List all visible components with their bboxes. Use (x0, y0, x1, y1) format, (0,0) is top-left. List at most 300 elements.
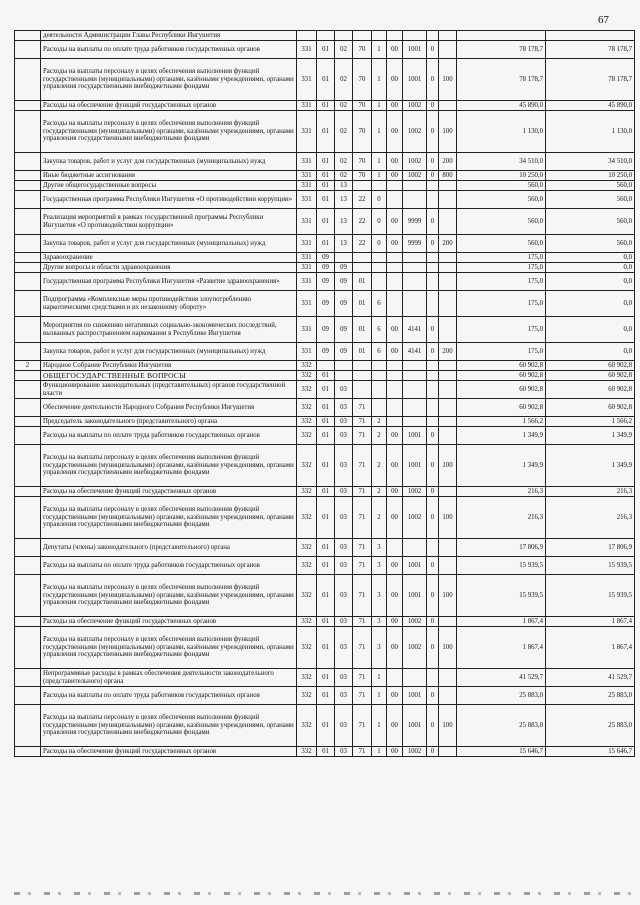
table-row (15, 191, 635, 209)
extra-code-cell: 0 (427, 59, 439, 101)
table-row (15, 617, 635, 627)
row-number-cell (15, 705, 41, 747)
item-name-cell: Народное Собрание Республики Ингушетия (41, 361, 297, 371)
amount-planned-cell: 1 349,9 (457, 427, 546, 445)
activity-code-cell (387, 191, 403, 209)
row-number-cell (15, 627, 41, 669)
section-code-cell: 09 (317, 291, 335, 317)
expense-type-code-cell (439, 381, 457, 399)
amount-planned-cell: 17 806,9 (457, 539, 546, 557)
extra-code-cell: 0 (427, 153, 439, 171)
program-code-cell: 22 (353, 209, 372, 235)
direction-code-cell (403, 263, 427, 273)
row-number-cell (15, 617, 41, 627)
program-code-cell: 70 (353, 41, 372, 59)
amount-approved-cell: 216,3 (546, 497, 635, 539)
program-code-cell: 70 (353, 59, 372, 101)
activity-code-cell: 00 (387, 111, 403, 153)
ministry-code-cell: 332 (297, 539, 317, 557)
row-number-cell (15, 273, 41, 291)
section-code-cell: 09 (317, 263, 335, 273)
subprogram-code-cell: 6 (372, 317, 387, 343)
subprogram-code-cell: 1 (372, 153, 387, 171)
direction-code-cell (403, 191, 427, 209)
expense-type-code-cell (439, 417, 457, 427)
expense-type-code-cell: 100 (439, 497, 457, 539)
activity-code-cell: 00 (387, 575, 403, 617)
subsection-code-cell: 02 (335, 171, 353, 181)
ministry-code-cell: 332 (297, 487, 317, 497)
amount-approved-cell: 216,3 (546, 487, 635, 497)
amount-approved-cell: 34 510,0 (546, 153, 635, 171)
section-code-cell: 01 (317, 171, 335, 181)
expense-type-code-cell (439, 669, 457, 687)
ministry-code-cell: 332 (297, 417, 317, 427)
program-code-cell: 22 (353, 191, 372, 209)
section-code-cell: 01 (317, 617, 335, 627)
program-code-cell: 71 (353, 445, 372, 487)
section-code-cell (317, 361, 335, 371)
amount-approved-cell: 1 867,4 (546, 627, 635, 669)
table-row (15, 263, 635, 273)
amount-approved-cell: 41 529,7 (546, 669, 635, 687)
section-code-cell: 01 (317, 209, 335, 235)
direction-code-cell (403, 181, 427, 191)
amount-approved-cell: 1 349,9 (546, 445, 635, 487)
row-number-cell (15, 371, 41, 381)
amount-approved-cell: 45 890,0 (546, 101, 635, 111)
row-number-cell (15, 191, 41, 209)
extra-code-cell: 0 (427, 747, 439, 757)
section-code-cell: 09 (317, 343, 335, 361)
table-row (15, 209, 635, 235)
row-number-cell (15, 497, 41, 539)
direction-code-cell (403, 361, 427, 371)
table-row (15, 181, 635, 191)
row-number-cell (15, 101, 41, 111)
program-code-cell (353, 361, 372, 371)
direction-code-cell (403, 381, 427, 399)
section-code-cell: 09 (317, 273, 335, 291)
amount-planned-cell: 60 902,8 (457, 381, 546, 399)
item-name-cell: Иные бюджетные ассигнования (41, 171, 297, 181)
ministry-code-cell: 332 (297, 617, 317, 627)
activity-code-cell: 00 (387, 705, 403, 747)
amount-planned-cell: 560,0 (457, 191, 546, 209)
expense-type-code-cell (439, 317, 457, 343)
subprogram-code-cell: 1 (372, 669, 387, 687)
subprogram-code-cell: 0 (372, 235, 387, 253)
expense-type-code-cell: 100 (439, 111, 457, 153)
activity-code-cell (387, 253, 403, 263)
table-row (15, 59, 635, 101)
table-row (15, 381, 635, 399)
item-name-cell: Депутаты (члены) законодательного (представительного) органа (41, 539, 297, 557)
extra-code-cell: 0 (427, 687, 439, 705)
program-code-cell: 01 (353, 291, 372, 317)
row-number-cell (15, 263, 41, 273)
item-name-cell: Расходы на выплаты по оплате труда работников государственных органов (41, 557, 297, 575)
subprogram-code-cell: 1 (372, 171, 387, 181)
ministry-code-cell: 331 (297, 273, 317, 291)
item-name-cell: Обеспечение деятельности Народного Собрания Республики Ингушетия (41, 399, 297, 417)
table-row (15, 669, 635, 687)
section-code-cell: 01 (317, 235, 335, 253)
subprogram-code-cell: 3 (372, 617, 387, 627)
section-code-cell: 01 (317, 687, 335, 705)
subprogram-code-cell (372, 361, 387, 371)
subsection-code-cell: 03 (335, 399, 353, 417)
section-code-cell: 01 (317, 181, 335, 191)
subsection-code-cell: 03 (335, 747, 353, 757)
item-name-cell: Закупка товаров, работ и услуг для государственных (муниципальных) нужд (41, 153, 297, 171)
amount-planned-cell: 25 883,0 (457, 687, 546, 705)
amount-planned-cell: 45 890,0 (457, 101, 546, 111)
ministry-code-cell: 331 (297, 291, 317, 317)
subsection-code-cell (335, 31, 353, 41)
subprogram-code-cell: 1 (372, 59, 387, 101)
direction-code-cell: 9999 (403, 209, 427, 235)
direction-code-cell: 1002 (403, 111, 427, 153)
item-name-cell: Другие общегосударственные вопросы (41, 181, 297, 191)
subprogram-code-cell: 1 (372, 747, 387, 757)
extra-code-cell (427, 253, 439, 263)
section-code-cell: 01 (317, 747, 335, 757)
extra-code-cell (427, 399, 439, 417)
subsection-code-cell: 09 (335, 273, 353, 291)
subsection-code-cell: 03 (335, 487, 353, 497)
subsection-code-cell: 13 (335, 235, 353, 253)
extra-code-cell: 0 (427, 497, 439, 539)
section-code-cell: 01 (317, 705, 335, 747)
program-code-cell: 71 (353, 417, 372, 427)
ministry-code-cell: 332 (297, 399, 317, 417)
ministry-code-cell: 332 (297, 381, 317, 399)
item-name-cell: ОБЩЕГОСУДАРСТВЕННЫЕ ВОПРОСЫ (41, 371, 297, 381)
ministry-code-cell: 332 (297, 575, 317, 617)
amount-approved-cell: 60 902,8 (546, 381, 635, 399)
table-row (15, 427, 635, 445)
program-code-cell: 71 (353, 617, 372, 627)
subprogram-code-cell: 2 (372, 427, 387, 445)
direction-code-cell: 1001 (403, 59, 427, 101)
activity-code-cell: 00 (387, 445, 403, 487)
extra-code-cell: 0 (427, 235, 439, 253)
item-name-cell: Расходы на обеспечение функций государственных органов (41, 747, 297, 757)
program-code-cell: 71 (353, 747, 372, 757)
extra-code-cell: 0 (427, 705, 439, 747)
amount-planned-cell: 15 939,5 (457, 575, 546, 617)
amount-approved-cell: 560,0 (546, 209, 635, 235)
ministry-code-cell: 331 (297, 191, 317, 209)
ministry-code-cell: 332 (297, 627, 317, 669)
ministry-code-cell: 331 (297, 41, 317, 59)
amount-planned-cell: 560,0 (457, 181, 546, 191)
table-row (15, 317, 635, 343)
section-code-cell: 09 (317, 253, 335, 263)
subsection-code-cell (335, 253, 353, 263)
amount-approved-cell: 15 939,5 (546, 575, 635, 617)
direction-code-cell: 1002 (403, 627, 427, 669)
program-code-cell: 70 (353, 101, 372, 111)
amount-approved-cell: 78 178,7 (546, 59, 635, 101)
extra-code-cell (427, 381, 439, 399)
subprogram-code-cell: 3 (372, 575, 387, 617)
subprogram-code-cell: 1 (372, 705, 387, 747)
direction-code-cell: 1001 (403, 445, 427, 487)
direction-code-cell (403, 669, 427, 687)
expense-type-code-cell (439, 273, 457, 291)
activity-code-cell (387, 291, 403, 317)
budget-table (14, 30, 635, 757)
program-code-cell: 01 (353, 273, 372, 291)
extra-code-cell (427, 181, 439, 191)
extra-code-cell: 0 (427, 171, 439, 181)
amount-approved-cell: 15 939,5 (546, 557, 635, 575)
table-row (15, 445, 635, 487)
program-code-cell: 71 (353, 627, 372, 669)
activity-code-cell: 00 (387, 687, 403, 705)
activity-code-cell: 00 (387, 59, 403, 101)
subprogram-code-cell: 2 (372, 445, 387, 487)
amount-approved-cell: 15 646,7 (546, 747, 635, 757)
table-row (15, 171, 635, 181)
direction-code-cell (403, 273, 427, 291)
amount-planned-cell: 60 902,8 (457, 399, 546, 417)
amount-planned-cell: 78 178,7 (457, 41, 546, 59)
row-number-cell (15, 445, 41, 487)
section-code-cell: 01 (317, 153, 335, 171)
subsection-code-cell: 03 (335, 381, 353, 399)
item-name-cell: Реализация мероприятий в рамках государственной программы Республики Ингушетия «О противодействии коррупции» (41, 209, 297, 235)
row-number-cell (15, 687, 41, 705)
amount-planned-cell: 1 566,2 (457, 417, 546, 427)
program-code-cell: 01 (353, 317, 372, 343)
amount-approved-cell: 560,0 (546, 181, 635, 191)
subprogram-code-cell (372, 253, 387, 263)
ministry-code-cell: 331 (297, 111, 317, 153)
amount-approved-cell: 17 806,9 (546, 539, 635, 557)
direction-code-cell: 1002 (403, 153, 427, 171)
row-number-cell (15, 427, 41, 445)
subprogram-code-cell: 2 (372, 497, 387, 539)
subsection-code-cell (335, 371, 353, 381)
direction-code-cell: 1002 (403, 617, 427, 627)
extra-code-cell (427, 263, 439, 273)
ministry-code-cell (297, 31, 317, 41)
amount-approved-cell: 10 250,0 (546, 171, 635, 181)
ministry-code-cell: 331 (297, 153, 317, 171)
program-code-cell: 71 (353, 427, 372, 445)
budget-table-body (15, 31, 635, 757)
direction-code-cell (403, 539, 427, 557)
subprogram-code-cell: 2 (372, 417, 387, 427)
expense-type-code-cell (439, 291, 457, 317)
subsection-code-cell (335, 361, 353, 371)
table-row (15, 343, 635, 361)
program-code-cell: 71 (353, 575, 372, 617)
ministry-code-cell: 331 (297, 253, 317, 263)
activity-code-cell: 00 (387, 747, 403, 757)
amount-planned-cell: 78 178,7 (457, 59, 546, 101)
program-code-cell: 70 (353, 111, 372, 153)
ministry-code-cell: 331 (297, 317, 317, 343)
expense-type-code-cell: 100 (439, 575, 457, 617)
row-number-cell (15, 253, 41, 263)
extra-code-cell: 0 (427, 209, 439, 235)
program-code-cell: 22 (353, 235, 372, 253)
extra-code-cell: 0 (427, 343, 439, 361)
amount-approved-cell: 25 883,0 (546, 705, 635, 747)
amount-approved-cell: 560,0 (546, 235, 635, 253)
direction-code-cell: 1002 (403, 171, 427, 181)
table-row (15, 705, 635, 747)
section-code-cell (317, 31, 335, 41)
program-code-cell (353, 263, 372, 273)
item-name-cell: Расходы на выплаты по оплате труда работников государственных органов (41, 41, 297, 59)
amount-planned-cell: 60 902,8 (457, 361, 546, 371)
row-number-cell (15, 41, 41, 59)
subsection-code-cell: 03 (335, 445, 353, 487)
program-code-cell: 71 (353, 705, 372, 747)
subsection-code-cell: 02 (335, 153, 353, 171)
program-code-cell: 71 (353, 557, 372, 575)
extra-code-cell: 0 (427, 101, 439, 111)
subsection-code-cell: 03 (335, 669, 353, 687)
table-row (15, 361, 635, 371)
expense-type-code-cell (439, 41, 457, 59)
extra-code-cell (427, 31, 439, 41)
activity-code-cell (387, 181, 403, 191)
subprogram-code-cell: 2 (372, 487, 387, 497)
subprogram-code-cell (372, 263, 387, 273)
direction-code-cell (403, 399, 427, 417)
ministry-code-cell: 332 (297, 705, 317, 747)
activity-code-cell (387, 669, 403, 687)
expense-type-code-cell: 100 (439, 445, 457, 487)
row-number-cell: 2 (15, 361, 41, 371)
ministry-code-cell: 332 (297, 669, 317, 687)
expense-type-code-cell: 200 (439, 235, 457, 253)
amount-approved-cell: 0,0 (546, 273, 635, 291)
subprogram-code-cell: 6 (372, 343, 387, 361)
amount-planned-cell: 1 349,9 (457, 445, 546, 487)
row-number-cell (15, 343, 41, 361)
subprogram-code-cell: 0 (372, 191, 387, 209)
activity-code-cell (387, 273, 403, 291)
section-code-cell: 01 (317, 557, 335, 575)
activity-code-cell (387, 381, 403, 399)
amount-planned-cell: 175,0 (457, 343, 546, 361)
extra-code-cell: 0 (427, 617, 439, 627)
row-number-cell (15, 31, 41, 41)
expense-type-code-cell (439, 209, 457, 235)
extra-code-cell: 0 (427, 575, 439, 617)
direction-code-cell (403, 417, 427, 427)
amount-planned-cell: 216,3 (457, 497, 546, 539)
program-code-cell: 70 (353, 171, 372, 181)
program-code-cell: 71 (353, 539, 372, 557)
table-row (15, 487, 635, 497)
section-code-cell: 01 (317, 417, 335, 427)
amount-approved-cell: 0,0 (546, 263, 635, 273)
direction-code-cell: 1001 (403, 557, 427, 575)
extra-code-cell: 0 (427, 317, 439, 343)
item-name-cell: Расходы на выплаты персоналу в целях обеспечения выполнения функций государственными (муниципальными) органами, казёнными учреждениями, органами управления государственными внебюджетными фондами (41, 445, 297, 487)
section-code-cell: 01 (317, 399, 335, 417)
amount-approved-cell: 1 867,4 (546, 617, 635, 627)
expense-type-code-cell: 100 (439, 705, 457, 747)
subsection-code-cell: 03 (335, 627, 353, 669)
subsection-code-cell: 03 (335, 687, 353, 705)
extra-code-cell (427, 291, 439, 317)
section-code-cell: 01 (317, 111, 335, 153)
ministry-code-cell: 332 (297, 361, 317, 371)
program-code-cell (353, 31, 372, 41)
extra-code-cell (427, 669, 439, 687)
direction-code-cell: 1002 (403, 497, 427, 539)
activity-code-cell: 00 (387, 317, 403, 343)
activity-code-cell (387, 361, 403, 371)
activity-code-cell (387, 399, 403, 417)
amount-planned-cell: 25 883,0 (457, 705, 546, 747)
amount-planned-cell: 560,0 (457, 209, 546, 235)
item-name-cell: Расходы на обеспечение функций государственных органов (41, 487, 297, 497)
expense-type-code-cell (439, 31, 457, 41)
amount-planned-cell: 175,0 (457, 291, 546, 317)
subprogram-code-cell: 0 (372, 209, 387, 235)
table-row (15, 41, 635, 59)
subprogram-code-cell (372, 371, 387, 381)
direction-code-cell: 1002 (403, 747, 427, 757)
row-number-cell (15, 153, 41, 171)
row-number-cell (15, 399, 41, 417)
subprogram-code-cell: 3 (372, 539, 387, 557)
item-name-cell: Другие вопросы в области здравоохранения (41, 263, 297, 273)
subprogram-code-cell (372, 399, 387, 417)
row-number-cell (15, 59, 41, 101)
activity-code-cell (387, 539, 403, 557)
table-row (15, 557, 635, 575)
row-number-cell (15, 111, 41, 153)
item-name-cell: Закупка товаров, работ и услуг для государственных (муниципальных) нужд (41, 343, 297, 361)
row-number-cell (15, 381, 41, 399)
amount-planned-cell: 216,3 (457, 487, 546, 497)
item-name-cell: Подпрограмма «Комплексные меры противодействия злоупотреблению наркотическими средствами и их незаконному обороту» (41, 291, 297, 317)
item-name-cell: деятельности Администрации Главы Республики Ингушетия (41, 31, 297, 41)
program-code-cell: 71 (353, 497, 372, 539)
section-code-cell: 01 (317, 41, 335, 59)
section-code-cell: 01 (317, 487, 335, 497)
subsection-code-cell: 02 (335, 59, 353, 101)
section-code-cell: 01 (317, 669, 335, 687)
section-code-cell: 01 (317, 575, 335, 617)
table-row (15, 273, 635, 291)
direction-code-cell: 1001 (403, 427, 427, 445)
subprogram-code-cell: 1 (372, 101, 387, 111)
section-code-cell: 01 (317, 101, 335, 111)
expense-type-code-cell (439, 427, 457, 445)
amount-approved-cell: 60 902,8 (546, 371, 635, 381)
amount-approved-cell: 25 883,0 (546, 687, 635, 705)
subsection-code-cell: 03 (335, 557, 353, 575)
table-row (15, 235, 635, 253)
table-row (15, 627, 635, 669)
amount-planned-cell: 175,0 (457, 263, 546, 273)
ministry-code-cell: 332 (297, 687, 317, 705)
amount-planned-cell: 60 902,8 (457, 371, 546, 381)
row-number-cell (15, 209, 41, 235)
